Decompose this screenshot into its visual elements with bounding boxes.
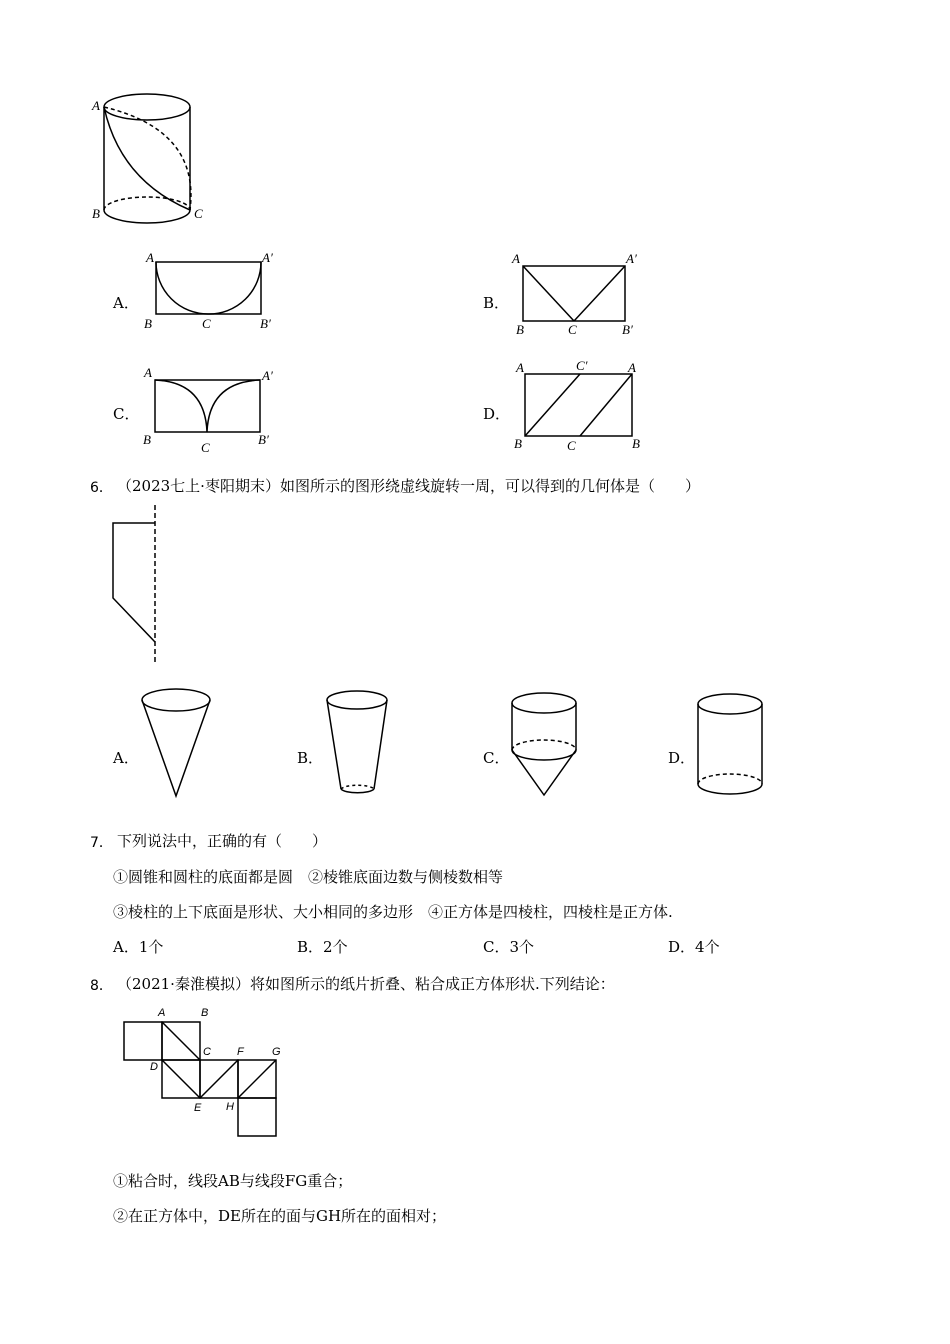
svg-text:A′: A′ [262, 368, 273, 383]
q6-option-d: D． [668, 749, 696, 767]
svg-text:B: B [92, 206, 100, 221]
question-8-number: 8． [90, 978, 113, 994]
svg-text:B′: B′ [622, 322, 633, 337]
svg-text:C: C [201, 440, 210, 455]
q6-option-c: C． [483, 749, 510, 767]
q8-conclusion-1: ①粘合时，线段AB与线段FG重合； [113, 1172, 353, 1190]
svg-text:E: E [194, 1102, 202, 1114]
q7-statement-1: ①圆锥和圆柱的底面都是圆 ②棱锥底面边数与侧棱数相等 [113, 868, 504, 886]
svg-text:H: H [226, 1101, 234, 1113]
svg-text:A: A [92, 98, 100, 113]
frustum-figure [327, 691, 387, 793]
option-d-label: D． [483, 405, 511, 423]
svg-text:F: F [237, 1046, 244, 1058]
svg-text:B′: B′ [258, 432, 269, 447]
q6-option-a: A． [113, 749, 139, 767]
q8-conclusion-2: ②在正方体中，DE所在的面与GH所在的面相对； [113, 1207, 447, 1225]
cone-figure [142, 689, 210, 796]
svg-text:A: A [516, 360, 524, 375]
cylinder-figure [91, 94, 203, 223]
cube-net-figure [124, 1007, 281, 1136]
option-b-figure [511, 251, 637, 337]
question-6-number: 6． [90, 480, 113, 496]
svg-text:B: B [514, 436, 522, 451]
question-8-text: （2021·秦淮模拟）将如图所示的纸片折叠、粘合成正方体形状.下列结论： [117, 975, 615, 993]
svg-text:B: B [201, 1007, 209, 1019]
option-d-figure [514, 358, 640, 453]
question-7-number: 7． [90, 835, 113, 851]
svg-text:A: A [146, 250, 154, 265]
svg-text:B: B [144, 316, 152, 331]
svg-text:B: B [516, 322, 524, 337]
q6-option-b: B． [297, 749, 324, 767]
option-c-label: C． [113, 405, 140, 423]
option-a-label: A． [113, 294, 139, 312]
svg-text:C′: C′ [576, 358, 588, 373]
cylinder-cone-figure [512, 693, 576, 795]
svg-text:C: C [203, 1046, 211, 1058]
svg-text:A′: A′ [262, 250, 273, 265]
option-b-label: B． [483, 294, 510, 312]
svg-text:A: A [144, 365, 152, 380]
question-7-text: 下列说法中，正确的有（ ） [117, 832, 328, 850]
svg-text:C: C [567, 438, 576, 453]
svg-text:B: B [143, 432, 151, 447]
svg-text:C: C [194, 206, 203, 221]
svg-text:B: B [632, 436, 640, 451]
svg-text:D: D [150, 1061, 158, 1073]
svg-text:B′: B′ [260, 316, 271, 331]
option-c-figure [143, 365, 273, 455]
svg-text:A′: A′ [626, 251, 637, 266]
svg-text:C: C [202, 316, 211, 331]
q7-option-b: B．2个 [297, 938, 348, 956]
svg-text:C: C [568, 322, 577, 337]
cylinder-option-figure [698, 694, 762, 794]
svg-text:A: A [158, 1007, 166, 1019]
option-a-figure [144, 250, 273, 331]
question-6-text: （2023七上·枣阳期末）如图所示的图形绕虚线旋转一周，可以得到的几何体是（ ） [117, 477, 700, 495]
q7-option-d: D．4个 [668, 938, 720, 956]
q7-option-c: C．3个 [483, 938, 535, 956]
rotation-shape-figure [113, 505, 155, 662]
q7-statement-2: ③棱柱的上下底面是形状、大小相同的多边形 ④正方体是四棱柱，四棱柱是正方体. [113, 903, 673, 921]
svg-text:G: G [272, 1046, 281, 1058]
q7-option-a: A．1个 [113, 938, 164, 956]
svg-text:A: A [628, 360, 636, 375]
svg-text:A: A [512, 251, 520, 266]
